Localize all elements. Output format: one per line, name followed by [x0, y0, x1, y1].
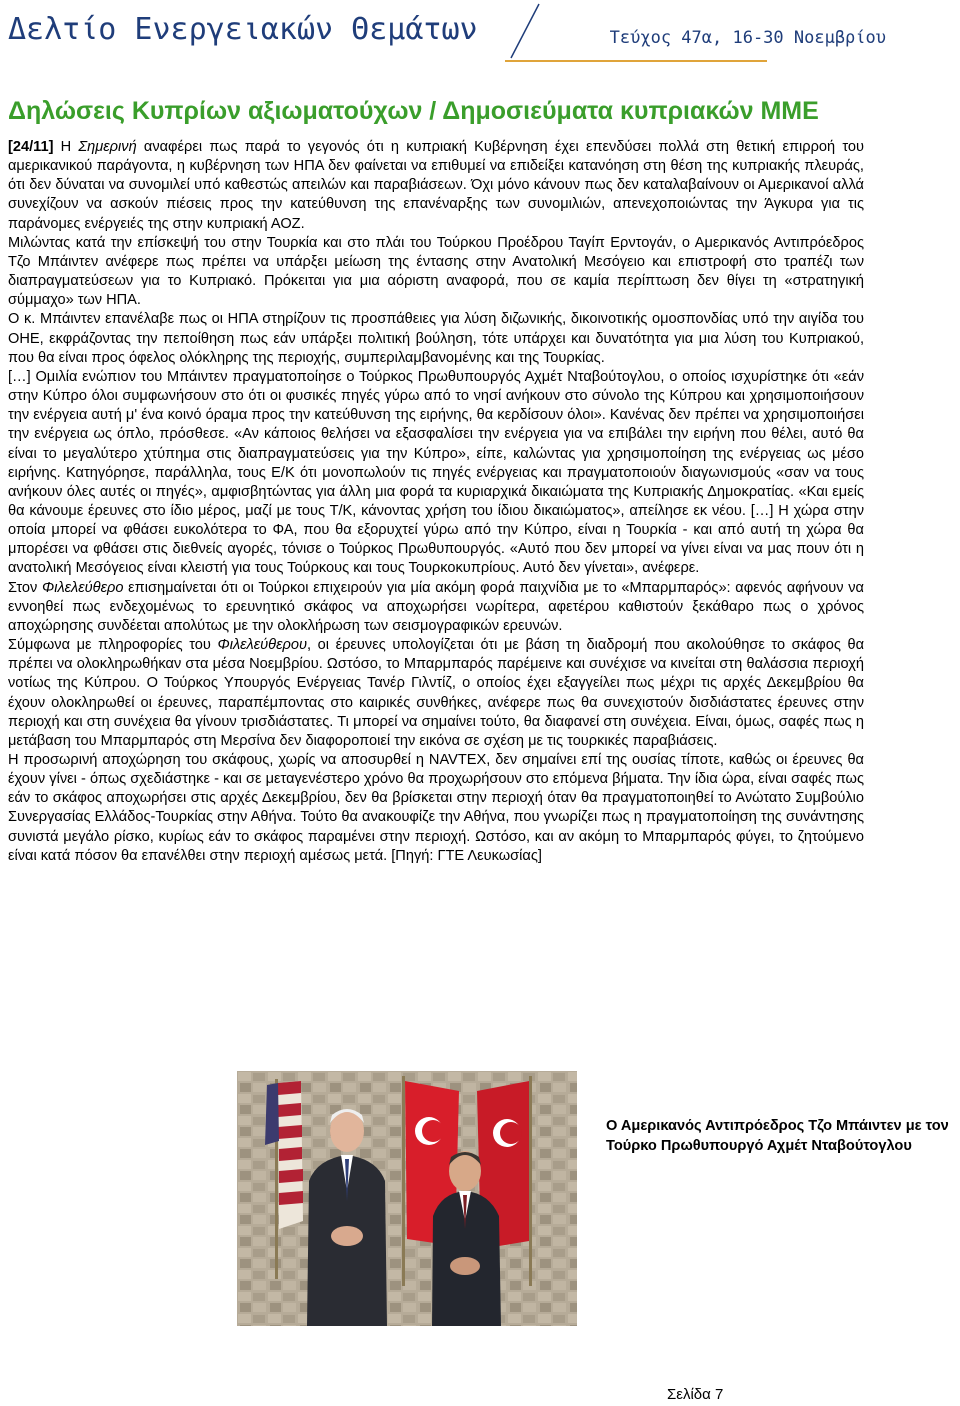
article-date: [24/11] — [8, 139, 54, 155]
paragraph-7: Η προσωρινή αποχώρηση του σκάφους, χωρίς να αποσυρθεί η NAVTEX, δεν σημαίνει επί της ουσίας τίποτε, καθώς οι έρευνες θα έχουν γίνει - όπως σχεδιάστηκε - και σε μεταγενέστερο χρόνο θα προχωρήσουν στο επόμενα βήματα. Την ίδια ώρα, είναι σαφές πως εάν το σκάφος αποχωρήσει στις αρχές Δεκεμβρίου, δεν θα βρίσκεται στην περιοχή όταν θα πραγματοποιηθεί το Ανώτατο Συμβούλιο Συνεργασίας Ελλάδος-Τουρκίας στην Αθήνα. Τούτο θα ανακουφίζε την Αθήνα, που γνωρίζει πως η πραγματοποίηση της συνάντησης συνιστά μεγάλο ρίσκο, κυρίως εάν το σκάφος παραμένει στην περιοχή. Ωστόσο, και αν ακόμη το Μπαρμπαρός φύγει, το ζητούμενο είναι κατά πόσον θα επανέλθει στην περιοχή αμέσως μετά. [Πηγή: ΓΤΕ Λευκωσίας] — [8, 752, 864, 864]
news-photo — [237, 1071, 577, 1326]
header-accent-rule — [505, 60, 767, 62]
section-title: Δηλώσεις Κυπρίων αξιωματούχων / Δημοσιεύματα κυπριακών ΜΜΕ — [8, 97, 819, 125]
source-name: Φιλελεύθερου — [217, 637, 308, 654]
paragraph-5: Στον Φιλελεύθερο επισημαίνεται ότι οι Τούρκοι επιχειρούν για μία ακόμη φορά παιχνίδια με το «Μπαρμπαρός»: αφενός αφήνουν να εννοηθεί πως ενδεχομένως το ερευνητικό σκάφος να αποχωρήσει νωρίτερα, αφετέρου καθιστούν ξεκάθαρο πως ο χρόνος αποχώρησης συνδέεται απολύτως με την ολοκλήρωση των σεισμογραφικών ερευνών. — [8, 579, 864, 634]
article-body — [8, 138, 864, 866]
paragraph-3: Ο κ. Μπάιντεν επανέλαβε πως οι ΗΠΑ στηρίζουν τις προσπάθειες για λύση διζωνικής, δικοινοτικής ομοσπονδίας υπό την αιγίδα του ΟΗΕ, εκφράζοντας την πεποίθηση πως εάν υπάρξει πολιτική βούληση, τότε υπάρχει και δυνατότητα για μια λύση του Κυπριακού, που θα είναι προς όφελος ολόκληρης της περιοχής, συμπεριλαμβανομένης και της Τουρκίας. — [8, 311, 864, 366]
photo-caption: Ο Αμερικανός Αντιπρόεδρος Τζο Μπάιντεν με τον Τούρκο Πρωθυπουργό Αχμέτ Νταβούτογλου — [606, 1118, 949, 1154]
paragraph-4: […] Ομιλία ενώπιον του Μπάιντεν πραγματοποίησε ο Τούρκος Πρωθυπουργός Αχμέτ Νταβούτογλου, ο οποίος ισχυρίστηκε ότι «εάν στην Κύπρο όλοι συμφωνήσουν στο ότι οι φυσικές πηγές γύρω από το νησί ανήκουν στο σύνολο της Κύπρου και χρησιμοποιήσουν την ενέργεια αυτή μ' ένα κοινό όραμα προς την κατεύθυνση της ειρήνης, θα κερδίσουν όλοι». Κανένας δεν πρέπει να χρησιμοποιήσει την ενέργεια ως όπλο, πρόσθεσε. «Αν κάποιος θελήσει να εξασφαλίσει την ενέργεια για να επιβάλει την ειρήνη που θέλει, αυτό θα είναι το μεγαλύτερο χτύπημα στις διαπραγματεύσεις για την Κύπρο», είπε, καλώντας για χρησιμοποίηση της ενέργειας ως μέσο ειρήνης. Κατηγόρησε, παράλληλα, τους Ε/Κ ότι μονοπωλούν τις πηγές ενέργειας και πραγματοποιούν διαγωνισμούς «σαν να τους ανήκουν όλες αυτές οι πηγές», αμφισβητώντας για άλλη μια φορά τα κυριαρχικά δικαιώματα της Κυπριακής Δημοκρατίας. «Και εμείς θα κάνουμε έρευνες στο ίδιο μέρος, μαζί με τους Τ/Κ, κάνοντας χρήση του ίδιου δικαιώματος», απείλησε εκ νέου. […] Η χώρα στην οποία μπορεί να φθάσει ευκολότερα το ΦΑ, που θα εξορυχτεί γύρω από την Κύπρο, είναι η Τουρκία - και από αυτή τη χώρα θα μπορέσει να φθάσει στις διεθνείς αγορές, τόνισε ο Τούρκος Πρωθυπουργός. «Αυτό που δεν μπορεί να γίνει είναι να μας πουν ότι η ανατολική Μεσόγειος είναι κλειστή για τους Τούρκους και τους Τουρκοκυπρίους. Αυτό δεν γίνεται», ανέφερε. — [8, 368, 864, 577]
photo-illustration — [237, 1071, 577, 1326]
header-slash-divider — [505, 2, 545, 60]
source-name: Φιλελεύθερο — [42, 579, 124, 596]
issue-label: Τεύχος 47α, 16-30 Νοεμβρίου — [609, 28, 886, 48]
paragraph-1: [24/11] Η Σημερινή αναφέρει πως παρά το γεγονός ότι η κυπριακή Κυβέρνηση έχει επενδύσει πολλά στη θετική επιρροή του αμερικανικού παράγοντα, η κυβέρνηση των ΗΠΑ δεν φαίνεται να επιθυμεί να επιδείξει κατανόηση στη θέση της κυπριακής πλευράς, ότι δεν δύναται να συνομιλεί υπό καθεστώς απειλών και παραβιάσεων. Όχι μόνο κάνουν πως δεν καταλαβαίνουν οι Αμερικανοί αλλά συνεχίζουν να ασκούν πιέσεις προς την κατεύθυνση της επανέναρξης των συνομιλιών, απενεχοποιώντας την Άγκυρα για τις παράνομες ενέργειές της στην κυπριακή ΑΟΖ. — [8, 139, 864, 232]
paragraph-2: Μιλώντας κατά την επίσκεψή του στην Τουρκία και στο πλάι του Τούρκου Προέδρου Ταγίπ Ερντογάν, ο Αμερικανός Αντιπρόεδρος Τζο Μπάιντεν ανέφερε πως πρέπει να υπάρξει μείωση της έντασης στην Ανατολική Μεσόγειο και επιστροφή στο τραπέζι των διαπραγματεύσεων για το Κυπριακό. Πρόκειται για μια αόριστη αναφορά, που σε καμία περίπτωση δεν θίγει τη «στρατηγική σύμμαχο» των ΗΠΑ. — [8, 234, 864, 309]
source-name: Σημερινή — [78, 139, 137, 155]
newsletter-title: Δελτίο Ενεργειακών Θεμάτων — [8, 12, 478, 47]
paragraph-6: Σύμφωνα με πληροφορίες του Φιλελεύθερου, οι έρευνες υπολογίζεται ότι με βάση τη διαδρομή που ακολούθησε το σκάφος θα πρέπει να ολοκληρωθήκαν στα μέσα Νοεμβρίου. Ωστόσο, το Μπαρμπαρός παρέμεινε και συνέχισε να κινείται στη θαλάσσια περιοχή νοτίως της Κύπρου. Ο Τούρκος Υπουργός Ενέργειας Τανέρ Γιλντίζ, ο οποίος έχει εξαγγείλει πως μέχρι τις αρχές Δεκεμβρίου θα έχουν ολοκληρωθεί οι έρευνες, παραπέμποντας στο καιρικές συνθήκες, ανέφερε πως θα συνεχιστούν δισδιάστατες έρευνες στην περιοχή και στη συνέχεια θα γίνουν τρισδιάστατες. Τι μπορεί να σημαίνει τούτο, θα διαφανεί στη συνέχεια. Είναι, όμως, σαφές πως η μετάβαση του Μπαρμπαρός στη Μερσίνα δεν διαφοροποιεί την εικόνα σε σχέση με τις τουρκικές παραβιάσεις. — [8, 637, 865, 749]
page-number: Σελίδα 7 — [667, 1386, 724, 1403]
page-header — [0, 0, 960, 70]
